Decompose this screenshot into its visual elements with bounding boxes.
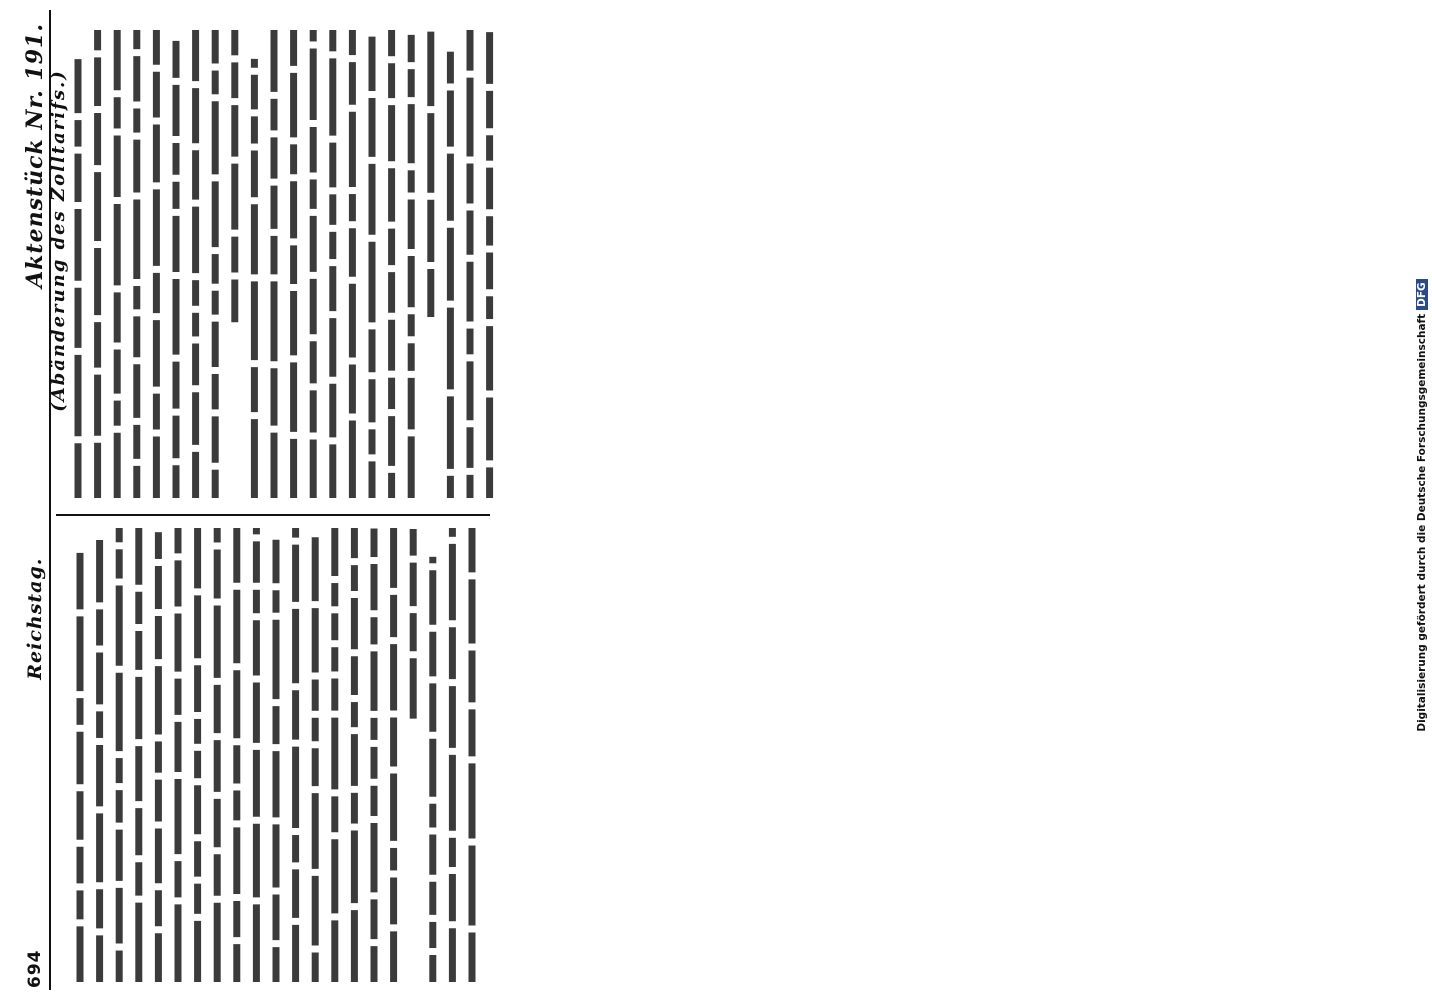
dfg-logo: DFG (1416, 279, 1428, 310)
running-header (22, 23, 48, 988)
page-number: 694 (25, 949, 45, 988)
digitization-credit (1414, 23, 1430, 988)
document-number: Aktenstück Nr. 191. (22, 23, 48, 288)
journal-title: Reichstag. (24, 557, 46, 680)
credit-text: Digitalisierung gefördert durch die Deutsche Forschungsgemeinschaft (1416, 313, 1428, 732)
section-title: (Abänderung des Zolltarifs.) (48, 69, 69, 412)
